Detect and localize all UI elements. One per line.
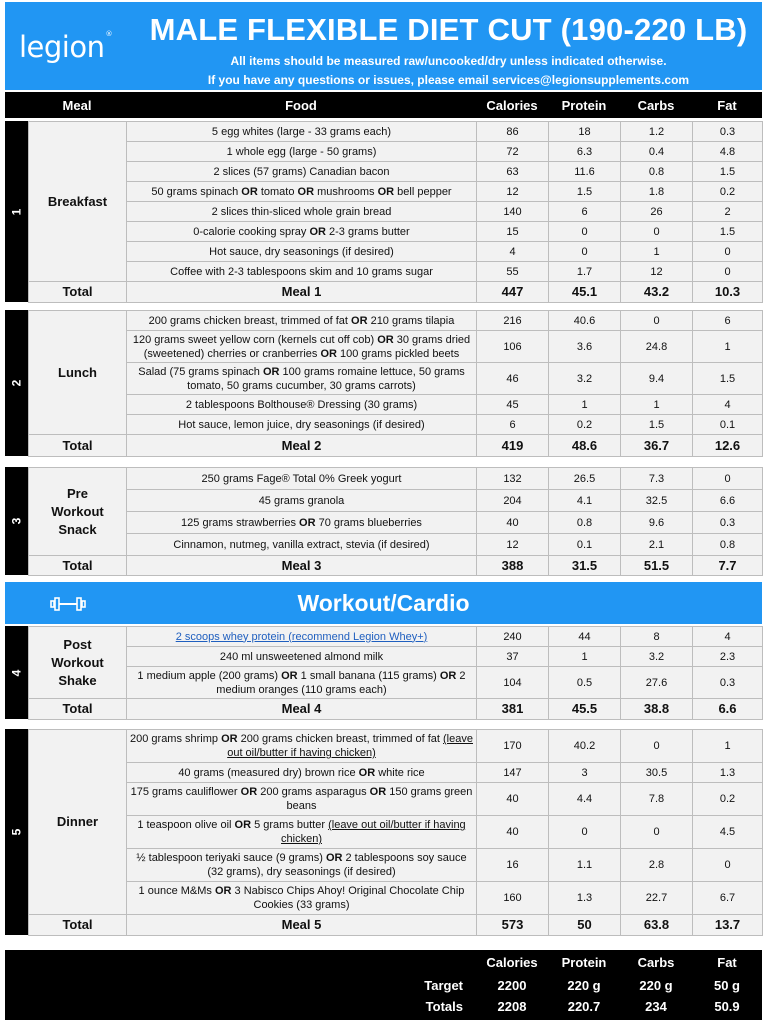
food-carbs: 2.1 — [621, 534, 693, 556]
total-calories: 381 — [477, 699, 549, 720]
food-carbs: 0 — [621, 816, 693, 849]
food-calories: 40 — [477, 816, 549, 849]
note-underlined: (leave out oil/butter if having chicken) — [281, 819, 466, 845]
food-carbs: 9.4 — [621, 363, 693, 395]
food-item: 200 grams shrimp OR 200 grams chicken breast, trimmed of fat (leave out oil/butter if having chicken) — [127, 730, 477, 763]
meal-name: Dinner — [29, 730, 127, 915]
food-fat: 1.3 — [693, 763, 763, 783]
food-calories: 132 — [477, 468, 549, 490]
meal-table — [28, 310, 763, 457]
food-calories: 37 — [477, 647, 549, 667]
food-item: Hot sauce, lemon juice, dry seasonings (if desired) — [127, 415, 477, 435]
food-carbs: 7.3 — [621, 468, 693, 490]
meal-number: 4 — [9, 669, 24, 676]
food-carbs: 1.8 — [621, 182, 693, 202]
food-carbs: 8 — [621, 627, 693, 647]
food-carbs: 0 — [621, 222, 693, 242]
food-item: 120 grams sweet yellow corn (kernels cut off cob) OR 30 grams dried (sweetened) cherries or cranberries OR 100 grams pickled beets — [127, 331, 477, 363]
meal-total-row — [29, 282, 763, 303]
summary-column-calories: Calories — [486, 955, 538, 970]
food-carbs: 0.4 — [621, 142, 693, 162]
food-protein: 0 — [549, 816, 621, 849]
total-protein: 48.6 — [549, 435, 621, 457]
food-calories: 106 — [477, 331, 549, 363]
food-item: 1 whole egg (large - 50 grams) — [127, 142, 477, 162]
meal-total-row — [29, 915, 763, 936]
food-carbs: 1.5 — [621, 415, 693, 435]
food-carbs: 32.5 — [621, 490, 693, 512]
meal-total-row — [29, 699, 763, 720]
food-item: 2 tablespoons Bolthouse® Dressing (30 grams) — [127, 395, 477, 415]
food-item — [127, 627, 477, 647]
food-fat: 0 — [693, 262, 763, 282]
summary-column-protein: Protein — [561, 955, 607, 970]
food-protein: 1 — [549, 647, 621, 667]
food-protein: 1.1 — [549, 849, 621, 882]
food-protein: 3.6 — [549, 331, 621, 363]
target-label: Target — [424, 978, 463, 993]
meal-total-name: Meal 2 — [127, 435, 477, 457]
food-row — [29, 667, 763, 699]
food-row — [29, 142, 763, 162]
food-row — [29, 534, 763, 556]
food-row — [29, 242, 763, 262]
food-row — [29, 415, 763, 435]
total-carbs: 38.8 — [621, 699, 693, 720]
workout-cardio-title: Workout/Cardio — [297, 590, 470, 616]
total-fat: 12.6 — [693, 435, 763, 457]
total-fat: 13.7 — [693, 915, 763, 936]
food-item: 45 grams granola — [127, 490, 477, 512]
total-label: Total — [29, 915, 127, 936]
food-calories: 45 — [477, 395, 549, 415]
food-carbs: 7.8 — [621, 783, 693, 816]
food-fat: 2 — [693, 202, 763, 222]
column-carbs: Carbs — [637, 98, 675, 113]
summary-column-carbs: Carbs — [637, 955, 675, 970]
food-row — [29, 222, 763, 242]
food-row — [29, 395, 763, 415]
meal-number: 2 — [9, 379, 24, 387]
food-carbs: 22.7 — [621, 882, 693, 915]
food-carbs: 2.8 — [621, 849, 693, 882]
food-fat: 4.5 — [693, 816, 763, 849]
meal-number: 5 — [9, 828, 24, 836]
food-row — [29, 468, 763, 490]
food-carbs: 0 — [621, 730, 693, 763]
food-calories: 63 — [477, 162, 549, 182]
food-fat: 6.6 — [693, 490, 763, 512]
food-fat: 1.5 — [693, 363, 763, 395]
column-food: Food — [285, 98, 317, 113]
meal-table — [28, 467, 763, 576]
page-header — [5, 2, 762, 90]
food-fat: 0.2 — [693, 783, 763, 816]
food-item: 175 grams cauliflower OR 200 grams asparagus OR 150 grams green beans — [127, 783, 477, 816]
food-fat: 4.8 — [693, 142, 763, 162]
food-item: ½ tablespoon teriyaki sauce (9 grams) OR 2 tablespoons soy sauce (32 grams), dry seasonings (if desired) — [127, 849, 477, 882]
food-protein: 0.1 — [549, 534, 621, 556]
food-row — [29, 363, 763, 395]
contact-note: If you have any questions or issues, please email services@legionsupplements.com — [207, 73, 690, 87]
food-calories: 16 — [477, 849, 549, 882]
food-protein: 0 — [549, 242, 621, 262]
food-protein: 1.3 — [549, 882, 621, 915]
food-fat: 4 — [693, 627, 763, 647]
food-fat: 0 — [693, 849, 763, 882]
food-carbs: 24.8 — [621, 331, 693, 363]
food-protein: 40.2 — [549, 730, 621, 763]
total-protein: 31.5 — [549, 556, 621, 576]
meal-number-column — [5, 310, 28, 456]
total-protein: 45.5 — [549, 699, 621, 720]
total-fat: 7.7 — [693, 556, 763, 576]
food-fat: 0.3 — [693, 667, 763, 699]
total-label: Total — [29, 699, 127, 720]
food-fat: 0 — [693, 468, 763, 490]
totals-fat: 50.9 — [714, 999, 740, 1014]
food-calories: 147 — [477, 763, 549, 783]
target-protein: 220 g — [567, 978, 601, 993]
food-row — [29, 202, 763, 222]
food-fat: 2.3 — [693, 647, 763, 667]
food-fat: 0 — [693, 242, 763, 262]
food-calories: 160 — [477, 882, 549, 915]
food-row — [29, 122, 763, 142]
total-carbs: 43.2 — [621, 282, 693, 303]
meal-block-1 — [5, 121, 762, 302]
meal-name: Post Workout Shake — [29, 627, 127, 699]
food-protein: 6 — [549, 202, 621, 222]
column-protein: Protein — [561, 98, 607, 113]
daily-summary — [5, 950, 762, 1020]
column-header-bar — [5, 92, 762, 118]
food-fat: 4 — [693, 395, 763, 415]
total-calories: 573 — [477, 915, 549, 936]
food-fat: 0.8 — [693, 534, 763, 556]
meal-table — [28, 729, 763, 936]
food-protein: 0.2 — [549, 415, 621, 435]
food-protein: 26.5 — [549, 468, 621, 490]
totals-protein: 220.7 — [567, 999, 601, 1014]
page-title: MALE FLEXIBLE DIET CUT (190-220 LB) — [149, 12, 748, 47]
food-fat: 0.3 — [693, 122, 763, 142]
food-protein: 0.5 — [549, 667, 621, 699]
note-underlined: (leave out oil/butter if having chicken) — [227, 733, 473, 759]
food-protein: 4.1 — [549, 490, 621, 512]
food-fat: 1 — [693, 730, 763, 763]
meal-number-column — [5, 121, 28, 302]
food-carbs: 26 — [621, 202, 693, 222]
food-fat: 1.5 — [693, 162, 763, 182]
meal-total-name: Meal 5 — [127, 915, 477, 936]
meal-table — [28, 626, 763, 720]
food-carbs: 0.8 — [621, 162, 693, 182]
food-fat: 1.5 — [693, 222, 763, 242]
food-protein: 40.6 — [549, 311, 621, 331]
food-carbs: 1 — [621, 242, 693, 262]
food-calories: 46 — [477, 363, 549, 395]
legion-logo: legion® — [19, 30, 112, 64]
food-item: Cinnamon, nutmeg, vanilla extract, stevia (if desired) — [127, 534, 477, 556]
total-carbs: 36.7 — [621, 435, 693, 457]
total-protein: 50 — [549, 915, 621, 936]
target-fat: 50 g — [713, 978, 740, 993]
food-carbs: 1.2 — [621, 122, 693, 142]
food-calories: 55 — [477, 262, 549, 282]
food-item: 1 medium apple (200 grams) OR 1 small banana (115 grams) OR 2 medium oranges (110 grams each) — [127, 667, 477, 699]
food-protein: 3 — [549, 763, 621, 783]
food-calories: 15 — [477, 222, 549, 242]
food-calories: 204 — [477, 490, 549, 512]
food-calories: 4 — [477, 242, 549, 262]
food-calories: 104 — [477, 667, 549, 699]
total-carbs: 51.5 — [621, 556, 693, 576]
total-calories: 419 — [477, 435, 549, 457]
food-item: 1 ounce M&Ms OR 3 Nabisco Chips Ahoy! Original Chocolate Chip Cookies (33 grams) — [127, 882, 477, 915]
food-row — [29, 182, 763, 202]
total-protein: 45.1 — [549, 282, 621, 303]
food-row — [29, 882, 763, 915]
food-carbs: 3.2 — [621, 647, 693, 667]
target-carbs: 220 g — [639, 978, 673, 993]
food-calories: 40 — [477, 783, 549, 816]
total-calories: 388 — [477, 556, 549, 576]
total-calories: 447 — [477, 282, 549, 303]
food-carbs: 30.5 — [621, 763, 693, 783]
food-calories: 72 — [477, 142, 549, 162]
food-item: Coffee with 2-3 tablespoons skim and 10 grams sugar — [127, 262, 477, 282]
food-calories: 170 — [477, 730, 549, 763]
food-item: 240 ml unsweetened almond milk — [127, 647, 477, 667]
meal-table — [28, 121, 763, 303]
column-meal: Meal — [62, 98, 92, 113]
food-item: 125 grams strawberries OR 70 grams blueberries — [127, 512, 477, 534]
total-fat: 10.3 — [693, 282, 763, 303]
meal-number-column — [5, 467, 28, 575]
food-row — [29, 849, 763, 882]
meal-block-5 — [5, 729, 762, 935]
food-item: 5 egg whites (large - 33 grams each) — [127, 122, 477, 142]
meal-name: Pre Workout Snack — [29, 468, 127, 556]
meal-number: 3 — [9, 517, 24, 525]
food-protein: 1 — [549, 395, 621, 415]
food-protein: 1.7 — [549, 262, 621, 282]
food-fat: 6.7 — [693, 882, 763, 915]
meal-total-row — [29, 556, 763, 576]
workout-cardio-bar — [5, 582, 762, 624]
food-row — [29, 627, 763, 647]
meal-number-column — [5, 729, 28, 935]
food-row — [29, 783, 763, 816]
food-row — [29, 311, 763, 331]
meal-number: 1 — [9, 208, 24, 215]
food-row — [29, 490, 763, 512]
food-protein: 1.5 — [549, 182, 621, 202]
food-protein: 18 — [549, 122, 621, 142]
meal-block-3 — [5, 467, 762, 575]
total-fat: 6.6 — [693, 699, 763, 720]
food-item: Salad (75 grams spinach OR 100 grams romaine lettuce, 50 grams tomato, 50 grams cucumber, 30 grams carrots) — [127, 363, 477, 395]
food-row — [29, 331, 763, 363]
food-protein: 11.6 — [549, 162, 621, 182]
food-fat: 6 — [693, 311, 763, 331]
food-calories: 86 — [477, 122, 549, 142]
food-carbs: 12 — [621, 262, 693, 282]
meal-total-name: Meal 4 — [127, 699, 477, 720]
target-calories: 2200 — [497, 978, 527, 993]
measurement-note: All items should be measured raw/uncooked/dry unless indicated otherwise. — [230, 54, 667, 68]
meal-total-row — [29, 435, 763, 457]
meal-number-column — [5, 626, 28, 719]
food-calories: 140 — [477, 202, 549, 222]
food-fat: 0.1 — [693, 415, 763, 435]
food-item: 0-calorie cooking spray OR 2-3 grams butter — [127, 222, 477, 242]
food-protein: 44 — [549, 627, 621, 647]
food-protein: 0.8 — [549, 512, 621, 534]
food-item: 2 slices thin-sliced whole grain bread — [127, 202, 477, 222]
meal-name: Breakfast — [29, 122, 127, 282]
total-label: Total — [29, 282, 127, 303]
totals-calories: 2208 — [497, 999, 527, 1014]
total-label: Total — [29, 556, 127, 576]
total-carbs: 63.8 — [621, 915, 693, 936]
food-carbs: 27.6 — [621, 667, 693, 699]
food-row — [29, 647, 763, 667]
meal-total-name: Meal 3 — [127, 556, 477, 576]
food-fat: 1 — [693, 331, 763, 363]
summary-column-fat: Fat — [717, 955, 737, 970]
food-carbs: 0 — [621, 311, 693, 331]
food-calories: 40 — [477, 512, 549, 534]
food-fat: 0.3 — [693, 512, 763, 534]
meal-total-name: Meal 1 — [127, 282, 477, 303]
food-fat: 0.2 — [693, 182, 763, 202]
food-row — [29, 816, 763, 849]
totals-carbs: 234 — [645, 999, 667, 1014]
food-calories: 12 — [477, 534, 549, 556]
meal-block-4 — [5, 626, 762, 719]
food-row — [29, 763, 763, 783]
whey-protein-link[interactable]: 2 scoops whey protein (recommend Legion Whey+) — [175, 630, 428, 643]
food-calories: 12 — [477, 182, 549, 202]
column-fat: Fat — [717, 98, 737, 113]
column-calories: Calories — [486, 98, 538, 113]
food-calories: 6 — [477, 415, 549, 435]
totals-label: Totals — [425, 999, 463, 1014]
food-item: 1 teaspoon olive oil OR 5 grams butter (leave out oil/butter if having chicken) — [127, 816, 477, 849]
food-item: 250 grams Fage® Total 0% Greek yogurt — [127, 468, 477, 490]
food-carbs: 9.6 — [621, 512, 693, 534]
food-item: Hot sauce, dry seasonings (if desired) — [127, 242, 477, 262]
food-protein: 3.2 — [549, 363, 621, 395]
food-item: 40 grams (measured dry) brown rice OR white rice — [127, 763, 477, 783]
food-item: 200 grams chicken breast, trimmed of fat OR 210 grams tilapia — [127, 311, 477, 331]
meal-name: Lunch — [29, 311, 127, 435]
total-label: Total — [29, 435, 127, 457]
food-protein: 6.3 — [549, 142, 621, 162]
food-calories: 216 — [477, 311, 549, 331]
food-item: 2 slices (57 grams) Canadian bacon — [127, 162, 477, 182]
food-row — [29, 262, 763, 282]
food-calories: 240 — [477, 627, 549, 647]
food-row — [29, 730, 763, 763]
food-row — [29, 512, 763, 534]
food-carbs: 1 — [621, 395, 693, 415]
meal-block-2 — [5, 310, 762, 456]
food-item: 50 grams spinach OR tomato OR mushrooms OR bell pepper — [127, 182, 477, 202]
food-protein: 0 — [549, 222, 621, 242]
food-protein: 4.4 — [549, 783, 621, 816]
food-row — [29, 162, 763, 182]
